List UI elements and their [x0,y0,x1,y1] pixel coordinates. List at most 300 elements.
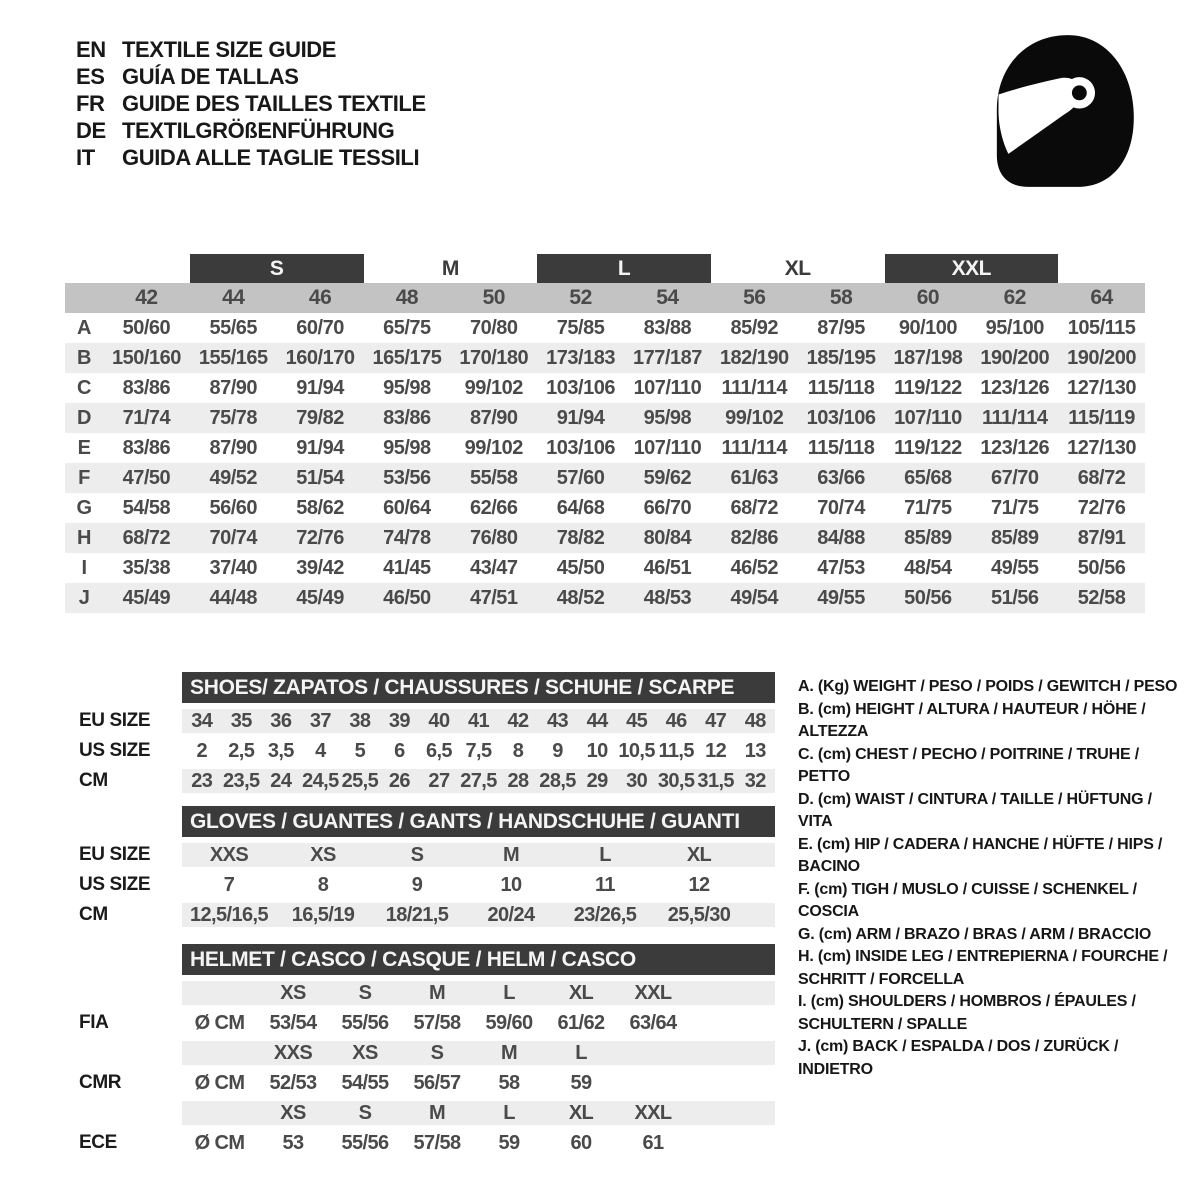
shoes-value: 27 [428,769,450,792]
helmet-value: 56/57 [413,1071,461,1094]
measurement-value: 45/49 [122,586,171,609]
shoes-value: 36 [270,709,292,732]
shoes-values [182,766,775,796]
measurement-value: 35/38 [122,556,171,579]
gloves-value: 7 [223,873,235,896]
helmet-standard-values [182,1068,775,1098]
helmet-size-label: S [430,1041,444,1064]
measurement-value: 111/114 [721,436,787,459]
helmet-size-label: XS [280,1101,306,1124]
measurement-value: 66/70 [643,496,692,519]
measurement-value: 107/110 [633,376,702,399]
measurement-value: 190/200 [1067,346,1136,369]
shoes-value: 45 [626,709,648,732]
measurement-value: 119/122 [894,376,962,399]
shoes-value: 24,5 [302,769,339,792]
shoes-value: 42 [507,709,529,732]
measurement-value: 64/68 [556,496,605,519]
textile-row-g [65,493,1145,523]
size-group-xxl: XXL [885,254,1059,283]
measurement-value: 47/53 [817,556,865,579]
measurement-value: 48/52 [556,586,605,609]
helmet-title-bar: HELMET / CASCO / CASQUE / HELM / CASCO [182,944,775,975]
measurement-value: 43/47 [469,556,518,579]
measurement-value: 51/56 [990,586,1039,609]
textile-row-h [65,523,1145,553]
guide-title: GUIDA ALLE TAGLIE TESSILI [122,145,420,170]
measurement-value: 105/115 [1067,316,1136,339]
helmet-value: 55/56 [341,1011,389,1034]
gloves-value: 20/24 [487,903,535,926]
measurement-value: 79/82 [296,406,344,429]
measurement-value: 71/75 [990,496,1039,519]
gloves-value: 12,5/16,5 [189,903,268,926]
shoes-value: 34 [191,709,213,732]
measurement-value: 55/65 [209,316,258,339]
measurement-value: 185/195 [806,346,876,369]
legend-entry-e: E. (cm) HIP / CADERA / HANCHE / HÜFTE / HIPS / BACINO [798,835,1163,875]
helmet-size-label: M [428,1101,446,1124]
row-letter: C [77,376,91,399]
helmet-standard-row-cmr [65,1068,775,1098]
measurement-value: 49/52 [209,466,258,489]
numeric-size: 64 [1090,286,1113,309]
measurement-value: 99/102 [464,436,523,459]
shoes-value: 27,5 [460,769,497,792]
language-row [76,63,426,90]
legend-entry-f: F. (cm) TIGH / MUSLO / CUISSE / SCHENKEL / COSCIA [798,880,1137,920]
measurement-value: 85/92 [730,316,779,339]
measurement-value: 48/53 [643,586,692,609]
language-code: DE [76,118,106,143]
textile-row-f [65,463,1145,493]
shoes-value: 30 [626,769,648,792]
measurement-value: 115/118 [807,436,875,459]
helmet-size-label: XXL [634,981,672,1004]
gloves-title-bar: GLOVES / GUANTES / GANTS / HANDSCHUHE / GUANTI [182,806,775,837]
helmet-size-band [182,978,775,1008]
gloves-row [65,840,775,870]
helmet-size-label: M [428,981,446,1004]
shoes-value: 7,5 [465,739,492,762]
measurement-value: 187/198 [893,346,963,369]
guide-title: TEXTILGRÖßENFÜHRUNG [122,118,395,143]
measurement-value: 68/72 [1077,466,1126,489]
measurement-value: 82/86 [730,526,779,549]
measurement-value: 37/40 [209,556,258,579]
gloves-values [182,870,775,900]
measurement-value: 45/49 [296,586,344,609]
helmet-size-label: XS [280,981,306,1004]
measurement-value: 71/75 [904,496,952,519]
measurement-value: 46/52 [730,556,779,579]
measurement-value: 50/60 [122,316,171,339]
shoes-row-label: EU SIZE [79,710,151,731]
helmet-value: 59 [570,1071,592,1094]
measurement-value: 95/100 [985,316,1044,339]
helmet-value: 57/58 [413,1131,461,1154]
measurement-value: 91/94 [556,406,605,429]
gloves-value: M [502,843,520,866]
guide-title: GUÍA DE TALLAS [122,64,299,89]
measurement-value: 39/42 [296,556,344,579]
measurement-value: 71/74 [122,406,171,429]
language-code: IT [76,145,95,170]
helmet-size-table [65,944,775,1158]
helmet-value: 61 [642,1131,664,1154]
helmet-size-label: L [503,1101,515,1124]
legend-entry-a: A. (Kg) WEIGHT / PESO / POIDS / GEWITCH / PESO [798,678,1178,695]
gloves-value: S [410,843,424,866]
measurement-value: 83/86 [122,376,171,399]
measurement-value: 44/48 [209,586,258,609]
helmet-value: 60 [570,1131,592,1154]
measurement-value: 75/85 [556,316,605,339]
shoes-value: 23 [191,769,213,792]
helmet-size-band [182,1098,775,1128]
shoes-value: 31,5 [697,769,734,792]
gloves-row-label: US SIZE [79,874,151,895]
measurement-value: 55/58 [469,466,518,489]
helmet-standard-row-fia [65,1008,775,1038]
measurement-value: 177/187 [633,346,702,369]
numeric-size: 56 [743,286,766,309]
shoes-value: 2,5 [228,739,255,762]
measurement-value: 47/50 [122,466,171,489]
measurement-value: 76/80 [469,526,518,549]
gloves-row [65,870,775,900]
row-letter: B [77,346,91,369]
measurement-value: 87/90 [469,406,518,429]
measurement-value: 87/95 [817,316,865,339]
measurement-value: 119/122 [894,436,962,459]
numeric-size: 54 [656,286,679,309]
measurement-value: 111/114 [982,406,1048,429]
numeric-size: 44 [222,286,245,309]
size-group-s: S [190,254,364,283]
helmet-value: 59/60 [485,1011,533,1034]
gloves-value: 11 [595,873,615,896]
measurement-value: 103/106 [546,376,615,399]
helmet-size-label: L [575,1041,587,1064]
gloves-value: 16,5/19 [291,903,355,926]
helmet-value: 55/56 [341,1131,389,1154]
helmet-sizes-row [65,1098,775,1128]
row-letter: D [77,406,91,429]
language-code: ES [76,64,105,89]
measurement-value: 170/180 [459,346,529,369]
gloves-value: 23/26,5 [573,903,637,926]
numeric-size: 48 [395,286,419,309]
helmet-size-label: S [358,1101,372,1124]
gloves-value: 8 [317,873,329,896]
size-group-l: L [537,254,711,283]
helmet-unit-label: Ø CM [194,1011,245,1034]
row-letter: J [78,586,90,609]
size-group-row [65,254,1145,283]
helmet-size-label: L [503,981,515,1004]
measurement-value: 123/126 [980,376,1050,399]
measurement-value: 70/80 [469,316,518,339]
measurement-value: 59/62 [643,466,692,489]
measurement-value: 58/62 [296,496,344,519]
measurement-value: 67/70 [990,466,1039,489]
shoes-values [182,736,775,766]
measurement-value: 83/86 [122,436,171,459]
measurement-value: 155/165 [198,346,268,369]
measurement-value: 51/54 [296,466,344,489]
helmet-row-spacer [65,1038,182,1068]
measurement-value: 50/56 [1077,556,1126,579]
measurement-value: 103/106 [546,436,615,459]
shoes-values [182,706,775,736]
shoes-value: 37 [309,709,331,732]
helmet-size-label: XL [568,981,594,1004]
numeric-size: 52 [569,286,592,309]
racing-helmet-icon [982,26,1147,196]
gloves-value: 12 [688,873,710,896]
helmet-size-label: M [500,1041,518,1064]
shoes-row-label: CM [79,770,108,791]
measurement-legend [798,676,1190,1081]
gloves-value: XL [686,843,712,866]
measurement-value: 54/58 [122,496,171,519]
helmet-value: 61/62 [557,1011,605,1034]
gloves-values [182,900,775,930]
helmet-size-label: XL [568,1101,594,1124]
shoes-value: 23,5 [223,769,260,792]
shoes-value: 25,5 [341,769,379,792]
measurement-value: 46/50 [383,586,431,609]
measurement-value: 83/86 [383,406,431,429]
band-corner [65,283,103,313]
numeric-size: 46 [308,286,332,309]
textile-row-j [65,583,1145,613]
numeric-size: 60 [916,286,940,309]
measurement-value: 123/126 [980,436,1050,459]
measurement-value: 127/130 [1067,436,1136,459]
measurement-value: 68/72 [122,526,171,549]
gloves-row-label: CM [79,904,108,925]
shoes-row [65,736,775,766]
measurement-value: 46/51 [643,556,692,579]
shoes-value: 47 [705,709,727,732]
measurement-value: 49/55 [990,556,1039,579]
shoes-value: 43 [547,709,569,732]
gloves-row-label: EU SIZE [79,844,151,865]
row-letter: H [77,526,91,549]
measurement-value: 62/66 [469,496,518,519]
shoes-row [65,766,775,796]
legend-entry-b: B. (cm) HEIGHT / ALTURA / HAUTEUR / HÖHE / ALTEZZA [798,700,1146,740]
measurement-value: 60/70 [296,316,344,339]
helmet-size-label: XXL [634,1101,672,1124]
helmet-sizes-row [65,1038,775,1068]
numeric-size: 62 [1003,286,1026,309]
shoes-row [65,706,775,736]
measurement-value: 47/51 [469,586,518,609]
measurement-value: 165/175 [372,346,442,369]
gloves-row [65,900,775,930]
shoes-value: 4 [315,739,326,762]
measurement-value: 68/72 [730,496,779,519]
measurement-value: 70/74 [209,526,258,549]
measurement-value: 72/76 [296,526,344,549]
measurement-value: 56/60 [209,496,258,519]
textile-row-c [65,373,1145,403]
helmet-row-spacer [65,1098,182,1128]
measurement-value: 95/98 [383,376,431,399]
legend-entry-c: C. (cm) CHEST / PECHO / POITRINE / TRUHE / PETTO [798,745,1139,785]
helmet-unit-label: Ø CM [194,1071,245,1094]
row-letter: I [81,556,87,579]
measurement-value: 85/89 [990,526,1039,549]
legend-entry-i: I. (cm) SHOULDERS / HOMBROS / ÉPAULES / SCHULTERN / SPALLE [798,993,1136,1033]
shoes-title-bar: SHOES/ ZAPATOS / CHAUSSURES / SCHUHE / SCARPE [182,672,775,703]
shoes-value: 10 [586,739,608,762]
language-row [76,117,426,144]
helmet-size-label: XS [352,1041,378,1064]
row-letter: G [76,496,92,519]
helmet-standard-values [182,1128,775,1158]
shoes-value: 12 [705,739,727,762]
measurement-value: 41/45 [383,556,431,579]
helmet-value: 53/54 [269,1011,317,1034]
gloves-size-table [65,806,775,930]
measurement-value: 75/78 [209,406,258,429]
measurement-value: 61/63 [730,466,779,489]
row-letter: A [77,316,91,339]
shoes-row-label: US SIZE [79,740,151,761]
helmet-standard-row-ece [65,1128,775,1158]
helmet-value: 53 [282,1131,304,1154]
measurement-value: 65/68 [904,466,952,489]
row-letter: E [77,436,91,459]
helmet-size-band [182,1038,775,1068]
shoes-value: 30,5 [657,769,695,792]
shoes-value: 9 [552,739,563,762]
measurement-value: 190/200 [980,346,1050,369]
measurement-value: 49/54 [730,586,779,609]
shoes-value: 41 [467,709,490,732]
shoes-value: 46 [665,709,687,732]
measurement-value: 85/89 [904,526,952,549]
gloves-value: XXS [209,843,249,866]
shoes-value: 24 [270,769,292,792]
shoes-value: 44 [586,709,608,732]
measurement-value: 74/78 [383,526,431,549]
shoes-value: 11,5 [658,739,694,762]
gloves-values [182,840,775,870]
helmet-size-label: XXS [273,1041,313,1064]
measurement-value: 150/160 [112,346,181,369]
gloves-value: 18/21,5 [385,903,449,926]
shoes-value: 38 [349,709,371,732]
helmet-row-spacer [65,978,182,1008]
measurement-value: 95/98 [383,436,431,459]
numeric-size: 58 [829,286,853,309]
measurement-value: 111/114 [721,376,787,399]
shoes-value: 29 [586,769,608,792]
gloves-value: XS [310,843,336,866]
helmet-standard-label: CMR [79,1072,122,1093]
measurement-value: 107/110 [894,406,962,429]
measurement-value: 87/90 [209,436,258,459]
measurement-value: 63/66 [817,466,865,489]
measurement-value: 83/88 [643,316,692,339]
legend-entry-j: J. (cm) BACK / ESPALDA / DOS / ZURÜCK / INDIETRO [798,1038,1119,1078]
measurement-value: 72/76 [1077,496,1126,519]
shoes-value: 6,5 [425,739,452,762]
measurement-value: 127/130 [1067,376,1136,399]
size-group-m: M [441,256,459,280]
language-code: EN [76,37,106,62]
guide-title: GUIDE DES TAILLES TEXTILE [122,91,426,116]
measurement-value: 52/58 [1077,586,1126,609]
row-letter: F [78,466,90,489]
language-code: FR [76,91,105,116]
language-title-list [76,36,426,171]
measurement-value: 160/170 [285,346,355,369]
helmet-value: 58 [498,1071,520,1094]
measurement-value: 65/75 [383,316,431,339]
helmet-sizes-row [65,978,775,1008]
measurement-value: 49/55 [817,586,865,609]
measurement-value: 70/74 [817,496,865,519]
helmet-unit-label: Ø CM [194,1131,245,1154]
helmet-standard-label: ECE [79,1132,117,1153]
textile-size-table [65,254,1145,613]
measurement-value: 57/60 [556,466,605,489]
measurement-value: 84/88 [817,526,865,549]
measurement-value: 115/119 [1068,406,1135,429]
textile-row-d [65,403,1145,433]
measurement-value: 91/94 [296,436,344,459]
measurement-value: 50/56 [904,586,952,609]
shoes-value: 35 [230,709,252,732]
shoes-value: 39 [388,709,410,732]
measurement-value: 115/118 [807,376,875,399]
language-row [76,36,426,63]
shoes-value: 40 [428,709,450,732]
measurement-value: 103/106 [806,406,876,429]
textile-row-i [65,553,1145,583]
textile-row-e [65,433,1145,463]
measurement-value: 53/56 [383,466,431,489]
measurement-value: 87/91 [1077,526,1126,549]
shoes-value: 3,5 [267,739,294,762]
shoes-value: 8 [512,739,524,762]
measurement-value: 80/84 [643,526,692,549]
textile-row-a [65,313,1145,343]
measurement-value: 48/54 [904,556,952,579]
measurement-value: 90/100 [898,316,957,339]
measurement-value: 87/90 [209,376,258,399]
helmet-standard-label: FIA [79,1012,109,1033]
gloves-value: 25,5/30 [667,903,731,926]
textile-row-b [65,343,1145,373]
measurement-value: 99/102 [725,406,784,429]
shoes-value: 2 [196,739,208,762]
legend-entry-h: H. (cm) INSIDE LEG / ENTREPIERNA / FOURCHE / SCHRITT / FORCELLA [798,948,1168,988]
shoes-value: 6 [394,739,405,762]
gloves-value: 9 [411,873,423,896]
shoes-value: 5 [354,739,366,762]
helmet-value: 59 [498,1131,520,1154]
guide-title: TEXTILE SIZE GUIDE [122,37,337,62]
size-group-xl: XL [784,256,811,280]
measurement-value: 91/94 [296,376,344,399]
